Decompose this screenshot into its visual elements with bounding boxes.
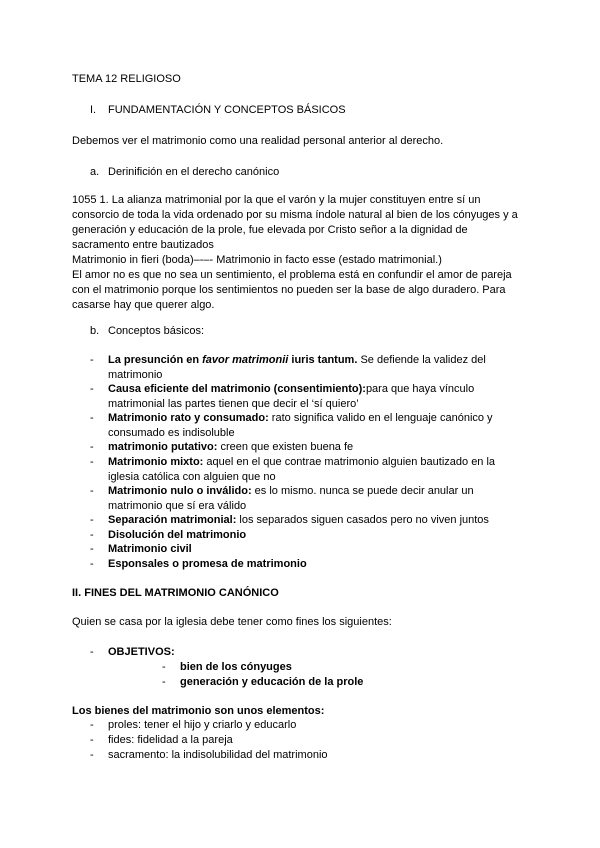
concept-definition-cont: iglesia católica con alguien que no <box>108 471 276 483</box>
list-item <box>108 528 246 543</box>
concept-definition: es lo mismo. nunca se puede decir anular un <box>251 485 474 497</box>
list-item <box>108 484 474 499</box>
section-2-intro: Quien se casa por la iglesia debe tener como fines los siguientes: <box>72 616 392 628</box>
concept-term: Matrimonio rato y consumado: <box>108 412 269 424</box>
section-1-number: I. <box>90 104 97 116</box>
bullet-dash: - <box>90 441 94 453</box>
bullet-dash: - <box>90 456 94 468</box>
concept-term: matrimonio putativo: <box>108 441 218 453</box>
bullet-dash: - <box>90 543 94 555</box>
bullet-dash: - <box>90 514 94 526</box>
concept-term: Causa eficiente del matrimonio (consentimiento): <box>108 383 366 395</box>
bullet-dash: - <box>90 529 94 541</box>
concept-definition: Se defiende la validez del <box>357 354 486 366</box>
concept-definition: creen que existen buena fe <box>217 441 354 453</box>
bullet-dash: - <box>90 412 94 424</box>
concept-term: Separación matrimonial: <box>108 514 237 526</box>
bullet-dash: - <box>90 383 94 395</box>
subsection-a-heading: Derinifición en el derecho canónico <box>108 166 280 178</box>
subsection-b-heading: Conceptos básicos: <box>108 325 204 337</box>
document-title: TEMA 12 RELIGIOSO <box>72 73 181 85</box>
bienes-heading: Los bienes del matrimonio son unos elementos: <box>72 705 325 717</box>
concept-definition-cont: matrimonio <box>108 369 163 381</box>
list-item <box>108 382 474 397</box>
bullet-dash: - <box>162 676 166 688</box>
bullet-dash: - <box>90 558 94 570</box>
concept-term: La presunción en <box>108 354 203 366</box>
bullet-dash: - <box>90 749 94 761</box>
bullet-dash: - <box>90 734 94 746</box>
objetivos-label: OBJETIVOS: <box>108 646 175 658</box>
subsection-b-letter: b. <box>90 325 100 337</box>
concept-term: Matrimonio civil <box>108 543 192 555</box>
bienes-item: sacramento: la indisolubilidad del matrimonio <box>108 749 328 761</box>
bullet-dash: - <box>90 719 94 731</box>
canon-line: consorcio de toda la vida ordenado por su misma índole natural al bien de los cónyuges y a <box>72 209 518 221</box>
canon-line: Matrimonio in fieri (boda)–-–- Matrimonio in facto esse (estado matrimonial.) <box>72 254 442 266</box>
concept-term: Disolución del matrimonio <box>108 529 247 541</box>
concept-term: Matrimonio nulo o inválido: <box>108 485 252 497</box>
concept-definition: aquel en el que contrae matrimonio alguien bautizado en la <box>203 456 496 468</box>
concept-definition-cont: consumado es indisoluble <box>108 427 235 439</box>
list-item <box>108 353 486 368</box>
canon-line: generación y educación de la prole, fue elevada por Cristo señor a la dignidad de <box>72 224 468 236</box>
list-item <box>108 455 495 470</box>
concept-definition-cont: matrimonial las partes tienen que decir el ‘sí quiero’ <box>108 398 359 410</box>
canon-line: casarse hay que querer algo. <box>72 299 215 311</box>
bullet-dash: - <box>162 661 166 673</box>
canon-line: El amor no es que no sea un sentimiento, el problema está en confundir el amor de pareja <box>72 269 512 281</box>
canon-line: sacramento entre bautizados <box>72 239 214 251</box>
canon-line: con el matrimonio porque los sentimientos no pueden ser la base de algo duradero. Para <box>72 284 506 296</box>
list-item <box>108 513 489 528</box>
concept-term-italic: favor matrimonii <box>202 354 289 366</box>
concept-definition: rato significa valido en el lenguaje canónico y <box>268 412 493 424</box>
list-item <box>108 411 493 426</box>
objetivo-item: bien de los cónyuges <box>180 661 292 673</box>
section-2-heading: II. FINES DEL MATRIMONIO CANÓNICO <box>72 587 279 599</box>
list-item <box>108 440 353 455</box>
intro-paragraph: Debemos ver el matrimonio como una realidad personal anterior al derecho. <box>72 135 444 147</box>
concept-definition: los separados siguen casados pero no viven juntos <box>236 514 489 526</box>
objetivo-item: generación y educación de la prole <box>180 676 364 688</box>
subsection-a-letter: a. <box>90 166 100 178</box>
concept-term: Matrimonio mixto: <box>108 456 204 468</box>
list-item <box>108 557 307 572</box>
bullet-dash: - <box>90 354 94 366</box>
concept-term-tail: iuris tantum. <box>288 354 358 366</box>
concept-definition: para que haya vínculo <box>365 383 475 395</box>
section-1-heading: FUNDAMENTACIÓN Y CONCEPTOS BÁSICOS <box>108 104 346 116</box>
list-item <box>108 542 192 557</box>
concept-term: Esponsales o promesa de matrimonio <box>108 558 307 570</box>
bienes-item: fides: fidelidad a la pareja <box>108 734 233 746</box>
bullet-dash: - <box>90 485 94 497</box>
concept-definition-cont: matrimonio que sí era válido <box>108 500 247 512</box>
bullet-dash: - <box>90 646 94 658</box>
canon-line: 1055 1. La alianza matrimonial por la que el varón y la mujer constituyen entre sí un <box>72 194 481 206</box>
bienes-item: proles: tener el hijo y criarlo y educarlo <box>108 719 297 731</box>
